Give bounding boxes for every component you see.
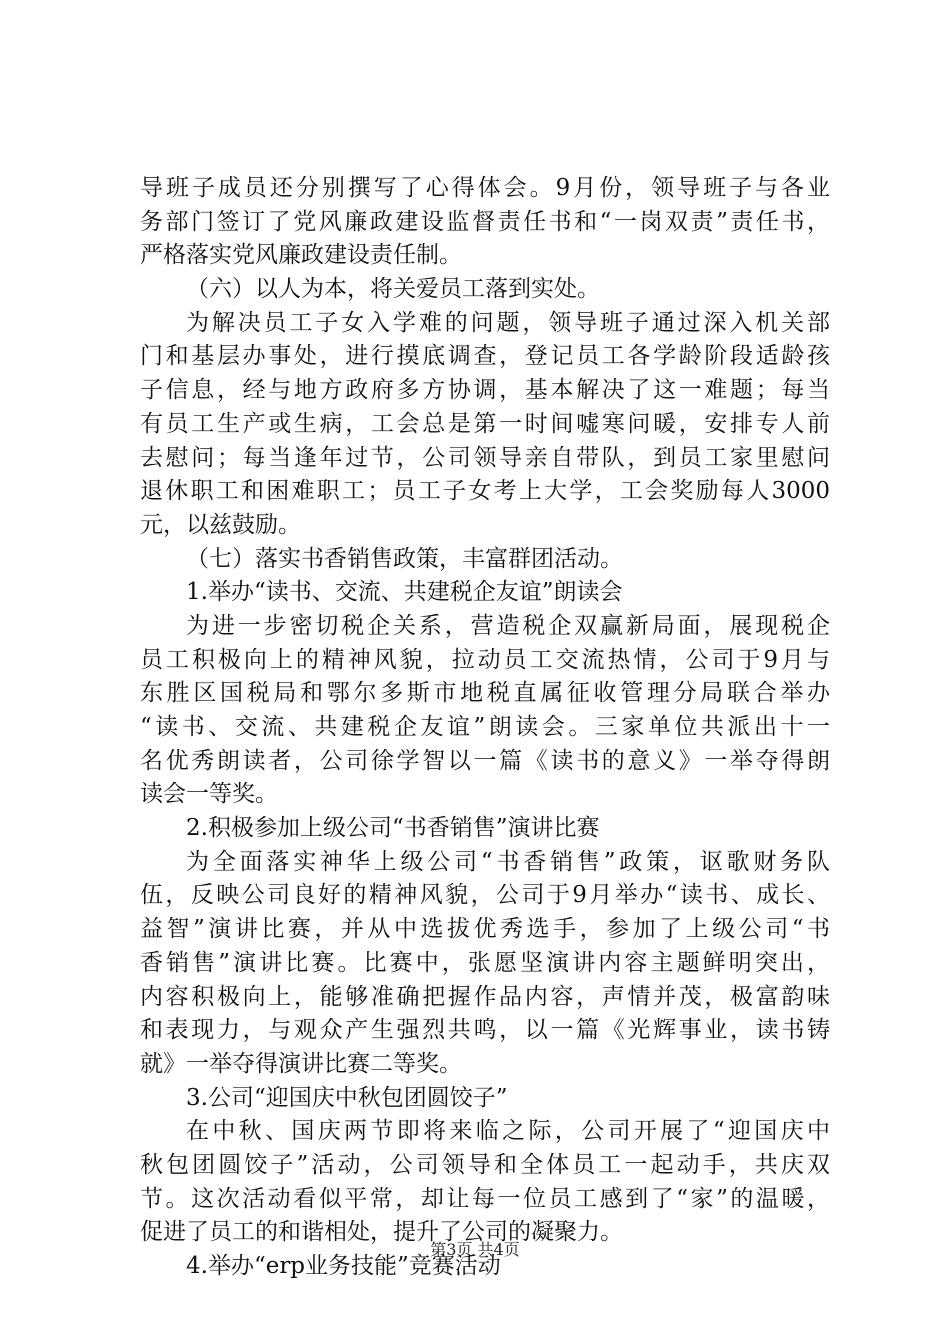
subheading-3: 3.公司“迎国庆中秋包团圆饺子” <box>186 1084 508 1111</box>
text-line: 在中秋、国庆两节即将来临之际，公司开展了“迎国庆中 <box>186 1118 830 1145</box>
text-line: 为进一步密切税企关系，营造税企双赢新局面，展现税企 <box>186 612 830 639</box>
text-line: 元，以兹鼓励。 <box>140 511 301 538</box>
text-line: 节。这次活动看似平常，却让每一位员工感到了“家”的温暖， <box>140 1185 830 1212</box>
text-line: 内容积极向上，能够准确把握作品内容，声情并茂，极富韵味 <box>140 983 830 1010</box>
text-line: 去慰问；每当逢年过节，公司领导亲自带队，到员工家里慰问 <box>140 444 830 471</box>
text-line: 为全面落实神华上级公司“书香销售”政策，讴歌财务队 <box>186 848 830 875</box>
text-line: 为解决员工子女入学难的问题，领导班子通过深入机关部 <box>186 309 830 336</box>
text-line: 益智”演讲比赛，并从中选拔优秀选手，参加了上级公司“书 <box>140 916 830 943</box>
text-line: 门和基层办事处，进行摸底调查，登记员工各学龄阶段适龄孩 <box>140 343 830 370</box>
text-line: 东胜区国税局和鄂尔多斯市地税直属征收管理分局联合举办 <box>140 680 830 707</box>
page-footer <box>0 1240 950 1260</box>
text-line: 香销售”演讲比赛。比赛中，张愿坚演讲内容主题鲜明突出， <box>140 949 830 976</box>
text-line: 秋包团圆饺子”活动，公司领导和全体员工一起动手，共庆双 <box>140 1151 830 1178</box>
text-line: 有员工生产或生病，工会总是第一时间嘘寒问暖，安排专人前 <box>140 410 830 437</box>
text-line: 读会一等奖。 <box>140 781 278 808</box>
text-line: 促进了员工的和谐相处，提升了公司的凝聚力。 <box>140 1219 623 1246</box>
subheading-1: 1.举办“读书、交流、共建税企友谊”朗读会 <box>186 579 623 606</box>
text-line: 名优秀朗读者，公司徐学智以一篇《读书的意义》一举夺得朗 <box>140 747 830 774</box>
text-line: 伍，反映公司良好的精神风貌，公司于9月举办“读书、成长、 <box>140 882 830 909</box>
subheading-4: 4.举办“erp业务技能”竞赛活动 <box>186 1253 501 1279</box>
text-line: 务部门签订了党风廉政建设监督责任书和“一岗双责”责任书， <box>140 208 830 235</box>
text-line: 退休职工和困难职工；员工子女考上大学，工会奖励每人3000 <box>140 478 830 505</box>
text-line: “读书、交流、共建税企友谊”朗读会。三家单位共派出十一 <box>140 714 830 740</box>
text-line: 导班子成员还分别撰写了心得体会。9月份，领导班子与各业 <box>140 175 830 201</box>
section-heading-6: （六）以人为本，将关爱员工落到实处。 <box>186 276 600 303</box>
text-line: 严格落实党风廉政建设责任制。 <box>140 242 462 269</box>
section-heading-7: （七）落实书香销售政策，丰富群团活动。 <box>186 545 623 572</box>
page-number: 第3页 共4页 <box>430 1240 520 1259</box>
text-line: 员工积极向上的精神风貌，拉动员工交流热情，公司于9月与 <box>140 646 830 673</box>
text-line: 子信息，经与地方政府多方协调，基本解决了这一难题；每当 <box>140 377 830 404</box>
text-line: 就》一举夺得演讲比赛二等奖。 <box>140 1050 462 1077</box>
text-line: 和表现力，与观众产生强烈共鸣，以一篇《光辉事业，读书铸 <box>140 1017 830 1044</box>
body-text <box>140 172 830 1284</box>
subheading-2: 2.积极参加上级公司“书香销售”演讲比赛 <box>186 815 600 842</box>
